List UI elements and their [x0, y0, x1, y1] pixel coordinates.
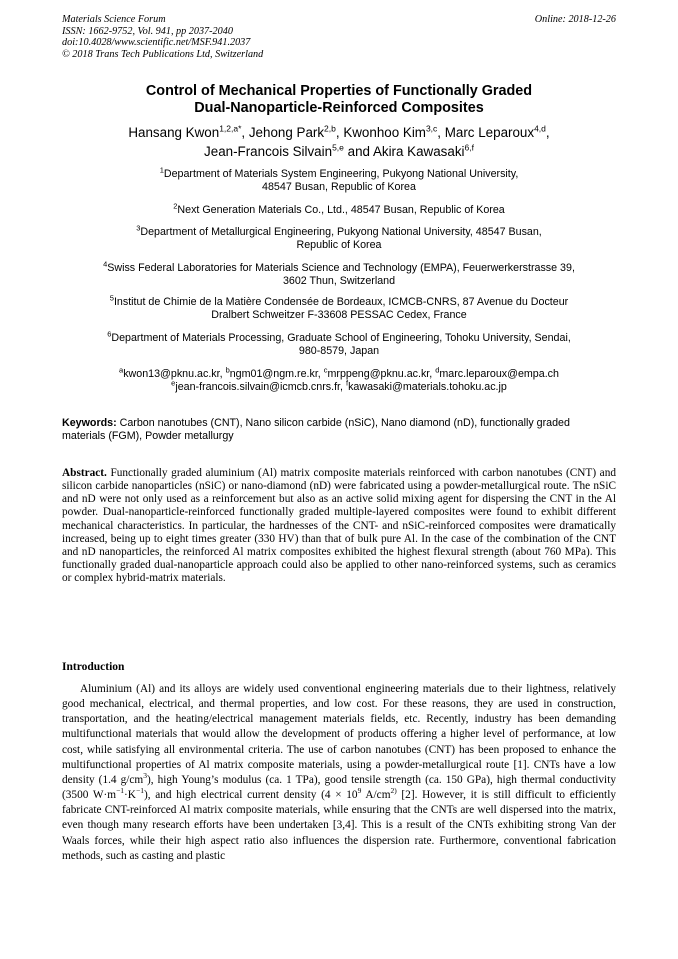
- affiliation-text: Next Generation Materials Co., Ltd., 48547 Busan, Republic of Korea: [177, 204, 505, 216]
- affiliation-text: Dralbert Schweitzer F-33608 PESSAC Cedex, France: [211, 309, 467, 322]
- keywords: [62, 417, 616, 444]
- affiliation-1: [60, 165, 618, 194]
- introduction-paragraph: Aluminium (Al) and its alloys are widely used conventional engineering materials due to their lightness, relatively good mechanical, electrical, and thermal properties, and low cost. For these reasons, they are used in construction, transportation, and the heating/electrical management materials fields, etc. Recently, industry has been demanding multifunctional materials that would allow the development of products offering a higher level of performance, at low cost, while satisfying all environmental criteria. The use of carbon nanotubes (CNT) has been proposed to enhance the multifunctional properties of Al matrix composite materials, using a powder-metallurgical route [1]. CNTs have a low density (1.4 $g/cm^3$), high Young’s modulus (ca. 1 TPa), good tensile strength (ca. 150 GPa), high thermal conductivity (3500 $W\cdot m^{-1}\cdot K^{-1}$), and high electrical current density ($4 \times 10^9$ $A/cm^{2)}$ [2]. However, it is still difficult to efficiently fabricate CNT-reinforced Al matrix composite materials, while ensuring that the CNTs are well dispersed into the matrix, even though many research efforts have been undertaken [3,4]. This is a result of the CNTs exhibiting strong Van der Waals forces, while their high aspect ratio also influences the dispersion rate. Furthermore, conventional fabrication methods, such as casting and plastic: [62, 683, 616, 862]
- affiliation-num: 2: [173, 201, 178, 211]
- author-affil-sup: 3,c: [425, 123, 438, 134]
- paper-title: [40, 83, 638, 117]
- author-name: Hansang Kwon: [128, 125, 220, 140]
- author-affil-sup: 5,e: [332, 142, 344, 153]
- journal-doi[interactable]: doi:10.4028/www.scientific.net/MSF.941.2037: [62, 37, 251, 48]
- author-affil-sup: 1,2,a*: [219, 123, 242, 134]
- email-link[interactable]: kwon13@pknu.ac.kr,: [123, 368, 223, 380]
- affiliation-num: 4: [103, 259, 108, 269]
- affiliation-num: 5: [109, 293, 114, 303]
- email-link[interactable]: marc.leparoux@empa.ch: [439, 368, 559, 380]
- keywords-label: Keywords:: [62, 417, 117, 429]
- authors-and: and: [347, 143, 370, 159]
- author-name: Kwonhoo Kim: [343, 125, 426, 140]
- online-date: Online: 2018-12-26: [534, 14, 616, 25]
- affiliation-5: [50, 293, 628, 322]
- journal-copyright: © 2018 Trans Tech Publications Ltd, Switzerland: [62, 48, 264, 60]
- author-list: [40, 124, 638, 161]
- affiliation-text: 48547 Busan, Republic of Korea: [262, 181, 416, 194]
- introduction-heading: Introduction: [62, 661, 125, 673]
- email-link[interactable]: ngm01@ngm.re.kr,: [229, 368, 321, 380]
- affiliation-4: [40, 259, 638, 288]
- author-line-1: Hansang Kwon$^{1,2,a*}$, Jehong Park$^{2,b}$, Kwonhoo Kim$^{3,c}$, Marc Leparoux$^{4,d}$,: [128, 123, 550, 140]
- abstract: [62, 467, 616, 585]
- author-name: Jean-Francois Silvain: [204, 143, 333, 159]
- affiliation-text: 980-8579, Japan: [298, 345, 380, 358]
- affiliation-num: 1: [159, 165, 164, 175]
- affiliation-text: Republic of Korea: [296, 239, 382, 252]
- journal-header: [62, 14, 616, 60]
- affiliation-6: [50, 329, 628, 358]
- email-link[interactable]: jean-francois.silvain@icmcb.cnrs.fr,: [175, 381, 343, 394]
- author-affil-sup: 4,d: [534, 123, 546, 134]
- affiliation-text: Institut de Chimie de la Matière Condensée de Bordeaux, ICMCB-CNRS, 87 Avenue du Docteur: [113, 296, 569, 308]
- affiliation-text: Swiss Federal Laboratories for Materials Science and Technology (EMPA), Feuerwerkerstrasse 39,: [107, 262, 575, 274]
- author-affil-sup: 2,b: [324, 123, 336, 134]
- affiliation-2: [60, 201, 618, 217]
- author-name: Marc Leparoux: [444, 125, 535, 140]
- email-link[interactable]: kawasaki@materials.tohoku.ac.jp: [348, 381, 507, 394]
- title-line-1: Control of Mechanical Properties of Functionally Graded: [145, 83, 533, 99]
- affiliation-text: 3602 Thun, Switzerland: [282, 275, 396, 288]
- author-name: Akira Kawasaki: [372, 143, 465, 159]
- author-name: Jehong Park: [248, 125, 325, 140]
- email-link[interactable]: mrppeng@pknu.ac.kr,: [327, 368, 433, 380]
- author-line-2: [40, 143, 638, 162]
- journal-issn: ISSN: 1662-9752, Vol. 941, pp 2037-2040: [62, 25, 233, 37]
- email-list: $^a$kwon13@pknu.ac.kr, $^b$ngm01@ngm.re.kr, $^c$mrppeng@pknu.ac.kr, $^d$marc.leparoux@empa.ch $^e$jean-francois.silvain@icmcb.cnrs.fr, $^f$kawasaki@materials.tohoku.ac.jp: [119, 365, 559, 394]
- journal-name: Materials Science Forum: [62, 14, 166, 25]
- abstract-text: Functionally graded aluminium (Al) matrix composite materials reinforced with carbon nanotubes (CNT) and silicon carbide nanoparticles (nSiC) or nano-diamond (nD) were fabricated using a powder-metallurgical route. The nSiC and nD were not only used as a reinforcement but also as an active solid mixing agent for dispersing the CNT in the Al powder. Dual-nanoparticle-reinforced functionally graded multiple-layered composites were found to exhibit different mechanical characteristics. In particular, the hardnesses of the CNT- and nSiC-reinforced composites were dramatically increased, being up to eight times greater (330 HV) than that of bulk pure Al. In the case of the combination of the CNT and nD nanoparticles, the reinforced Al matrix composites exhibited the highest flexural strength (about 760 MPa). This functionally graded dual-nanoparticle approach could also be applied to other nano-reinforced systems, such as ceramics or complex hybrid-matrix materials.: [62, 467, 616, 585]
- affiliation-text: Department of Materials System Engineering, Pukyong National University,: [163, 168, 519, 180]
- affiliation-text: Department of Metallurgical Engineering, Pukyong National University, 48547 Busan,: [140, 226, 542, 238]
- affiliation-num: 3: [136, 223, 141, 233]
- affiliation-3: [60, 223, 618, 252]
- affiliation-text: Department of Materials Processing, Graduate School of Engineering, Tohoku University, Sendai,: [111, 332, 571, 344]
- keywords-text: Carbon nanotubes (CNT), Nano silicon carbide (nSiC), Nano diamond (nD), functionally graded materials (FGM), Powder metallurgy: [62, 417, 570, 443]
- affiliation-num: 6: [107, 329, 112, 339]
- title-line-2: Dual-Nanoparticle-Reinforced Composites: [194, 100, 484, 116]
- author-affil-sup: 6,f: [464, 142, 474, 153]
- abstract-label: Abstract.: [62, 467, 107, 479]
